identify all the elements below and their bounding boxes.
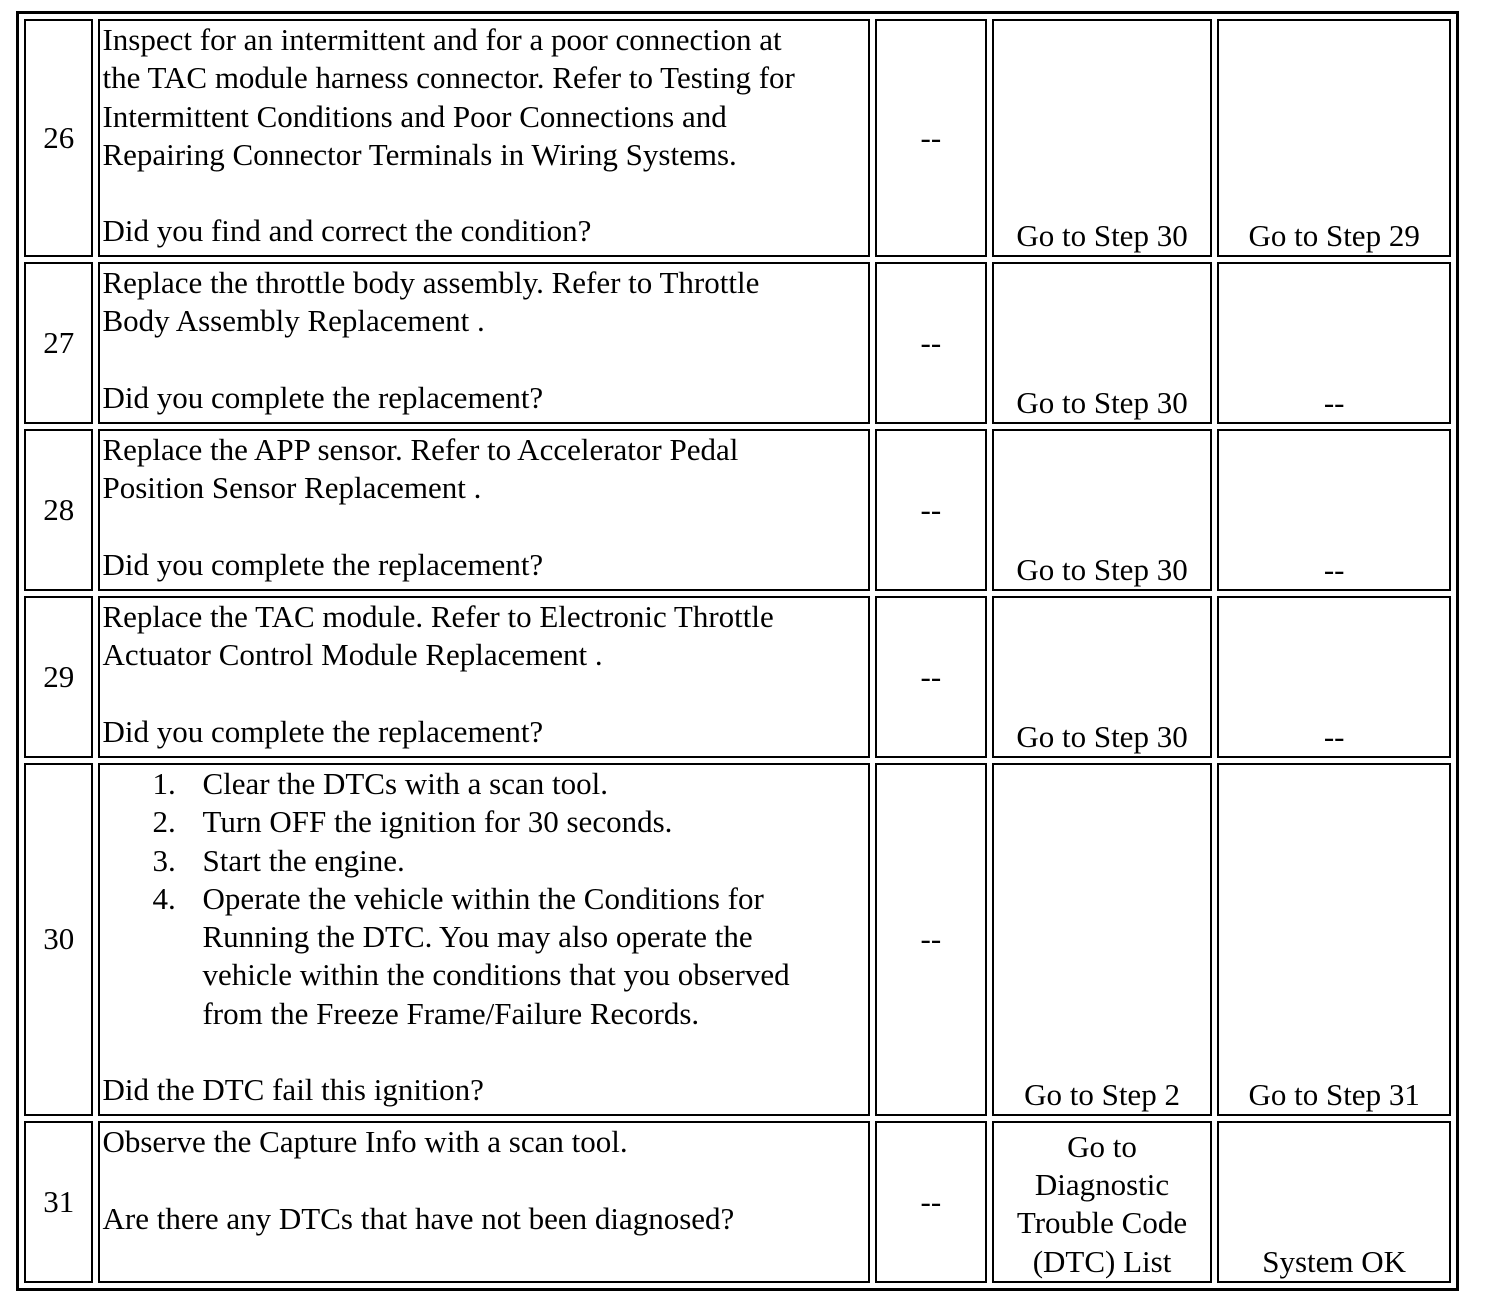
step-number: 27 [24, 262, 93, 424]
substep-number: 4. [152, 880, 176, 916]
yes-cell: Go to Step 30 [992, 596, 1213, 758]
substep-line: from the Freeze Frame/Failure Records. [202, 995, 700, 1031]
table-row [24, 1121, 1451, 1283]
action-line: Position Sensor Replacement . [102, 470, 482, 506]
no-cell: System OK [1217, 1121, 1451, 1283]
yes-line: Trouble Code [1016, 1205, 1188, 1241]
step-number: 28 [24, 429, 93, 591]
table-row [24, 763, 1451, 1116]
substep-line: vehicle within the conditions that you observed [202, 957, 790, 993]
value-cell: -- [875, 19, 987, 257]
action-text [102, 598, 867, 675]
action-text [102, 21, 867, 174]
action-question: Are there any DTCs that have not been diagnosed? [102, 1200, 735, 1236]
substep-line: Start the engine. [202, 842, 405, 878]
no-cell: -- [1217, 262, 1451, 424]
no-cell: Go to Step 29 [1217, 19, 1451, 257]
action-line: the TAC module harness connector. Refer to Testing for [102, 60, 795, 96]
list-item [152, 842, 867, 880]
action-line: Replace the APP sensor. Refer to Accelerator Pedal [102, 432, 739, 467]
list-item [152, 880, 867, 1033]
yes-line: Go to [1067, 1128, 1137, 1164]
action-line: Inspect for an intermittent and for a poor connection at [102, 22, 782, 57]
step-number: 26 [24, 19, 93, 257]
value-cell: -- [875, 596, 987, 758]
action-text [102, 1123, 867, 1161]
yes-line: (DTC) List [1032, 1243, 1172, 1279]
action-line: Observe the Capture Info with a scan tool. [102, 1124, 628, 1159]
value-cell: -- [875, 763, 987, 1116]
action-line: Replace the TAC module. Refer to Electronic Throttle [102, 599, 774, 634]
step-number: 31 [24, 1121, 93, 1283]
yes-cell: Go to Step 30 [992, 19, 1213, 257]
action-line: Intermittent Conditions and Poor Connections and [102, 98, 727, 134]
action-question: Did you complete the replacement? [102, 546, 544, 582]
substep-line: Turn OFF the ignition for 30 seconds. [202, 804, 673, 840]
no-cell: -- [1217, 596, 1451, 758]
action-cell [98, 763, 869, 1116]
action-text [102, 264, 867, 341]
table-row [24, 19, 1451, 257]
table-row [24, 429, 1451, 591]
value-cell: -- [875, 1121, 987, 1283]
action-line: Repairing Connector Terminals in Wiring Systems. [102, 136, 737, 172]
yes-cell: Go to Step 30 [992, 429, 1213, 591]
action-question: Did you find and correct the condition? [102, 213, 592, 249]
substeps-list [102, 765, 867, 1033]
substep-number: 1. [152, 766, 176, 801]
substep-line: Clear the DTCs with a scan tool. [202, 766, 608, 801]
yes-cell [992, 1121, 1213, 1283]
step-number: 30 [24, 763, 93, 1116]
diagnostic-table [16, 11, 1459, 1291]
list-item [152, 803, 867, 841]
action-cell [98, 429, 869, 591]
action-line: Replace the throttle body assembly. Refer to Throttle [102, 265, 760, 300]
yes-line: Diagnostic [1034, 1167, 1170, 1203]
list-item [152, 765, 867, 803]
action-question: Did the DTC fail this ignition? [102, 1072, 484, 1108]
substep-number: 3. [152, 842, 176, 878]
action-cell [98, 19, 869, 257]
substep-number: 2. [152, 804, 176, 840]
substep-line: Operate the vehicle within the Conditions for [202, 880, 764, 916]
action-line: Body Assembly Replacement . [102, 303, 485, 339]
no-cell: Go to Step 31 [1217, 763, 1451, 1116]
action-question: Did you complete the replacement? [102, 379, 544, 415]
value-cell: -- [875, 262, 987, 424]
table-row [24, 596, 1451, 758]
action-cell [98, 262, 869, 424]
action-line: Actuator Control Module Replacement . [102, 637, 603, 673]
value-cell: -- [875, 429, 987, 591]
action-cell [98, 1121, 869, 1283]
action-cell [98, 596, 869, 758]
yes-cell: Go to Step 30 [992, 262, 1213, 424]
no-cell: -- [1217, 429, 1451, 591]
yes-cell: Go to Step 2 [992, 763, 1213, 1116]
action-question: Did you complete the replacement? [102, 713, 544, 749]
table-row [24, 262, 1451, 424]
substep-line: Running the DTC. You may also operate the [202, 919, 753, 955]
action-text [102, 431, 867, 508]
step-number: 29 [24, 596, 93, 758]
